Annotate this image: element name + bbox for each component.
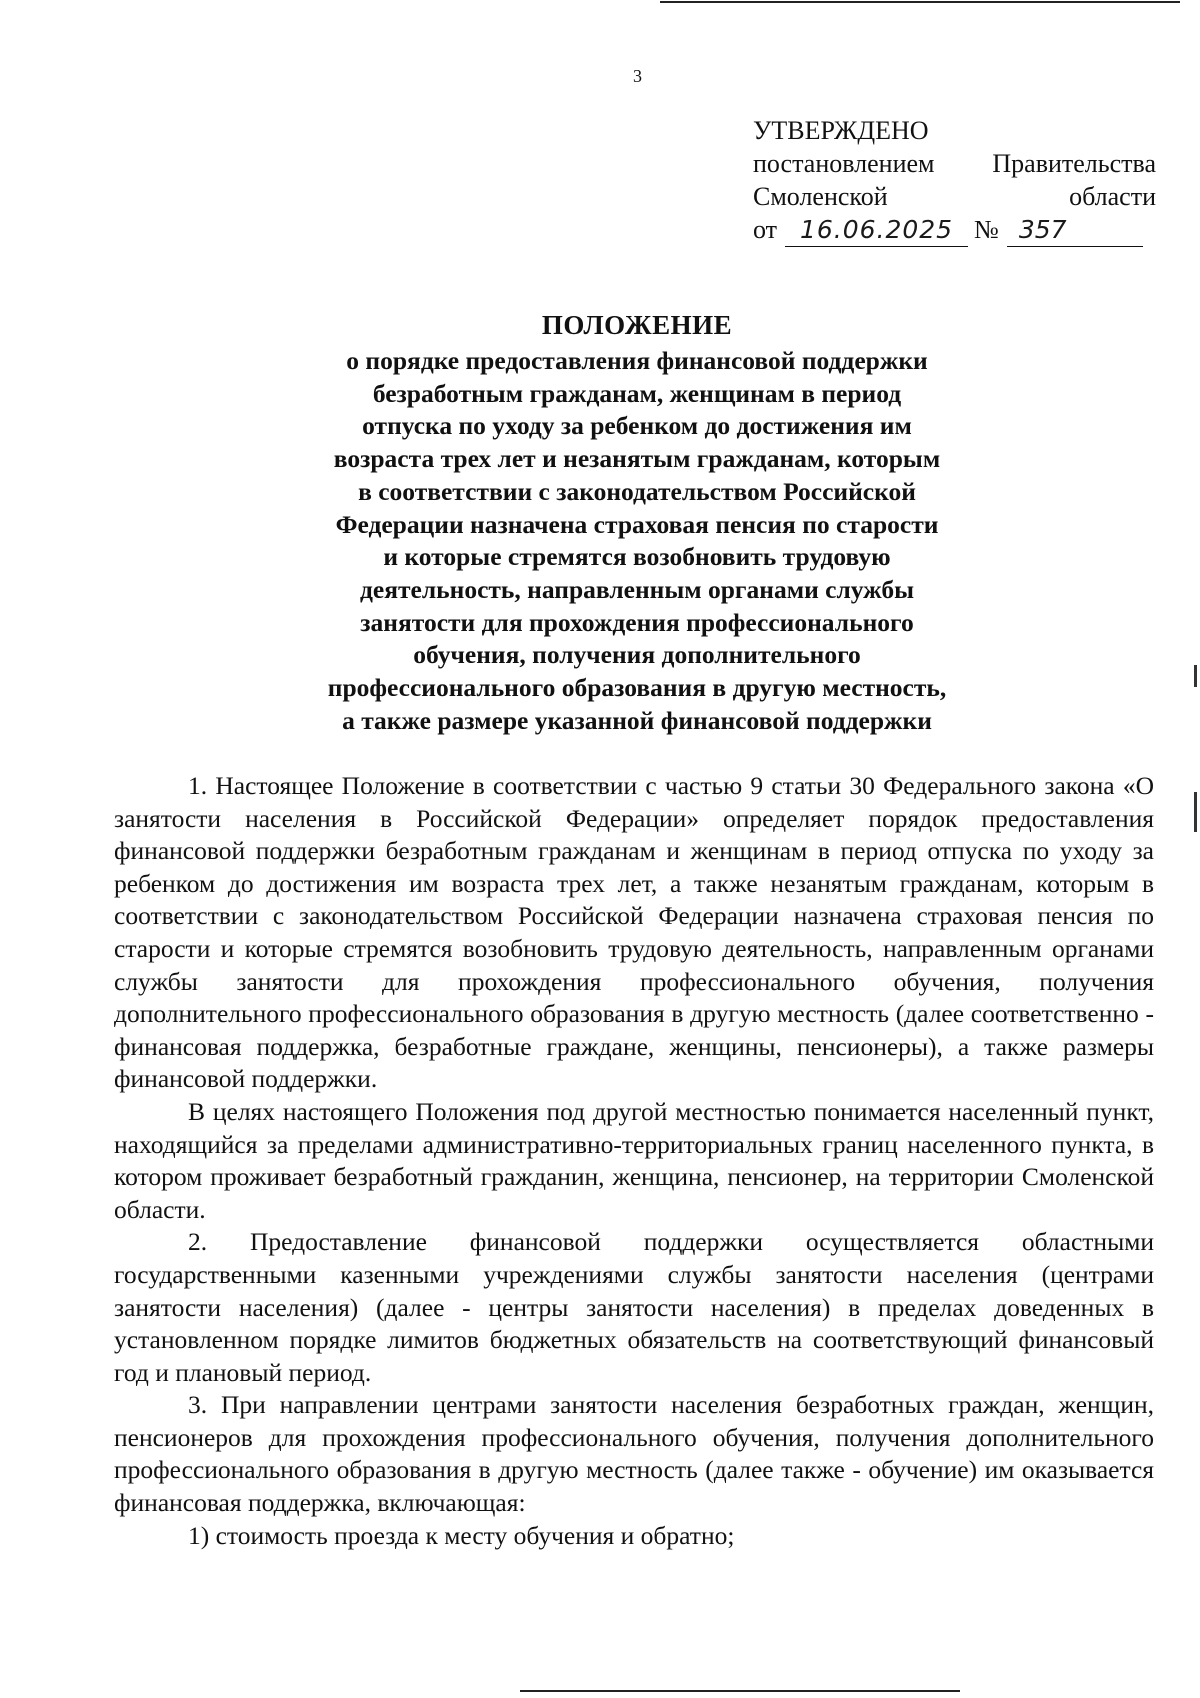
handwritten-number: 357 bbox=[1007, 213, 1143, 247]
title-heading: ПОЛОЖЕНИЕ bbox=[541, 310, 733, 340]
subtitle-line: занятости для прохождения профессионального bbox=[360, 607, 914, 637]
number-sign: № bbox=[974, 215, 999, 244]
subtitle-line: обучения, получения дополнительного bbox=[413, 640, 861, 670]
paragraph-3-item-1: 1) стоимость проезда к месту обучения и обратно; bbox=[188, 1520, 735, 1550]
handwritten-date: 16.06.2025 bbox=[785, 213, 968, 247]
paragraph-1: 1. Настоящее Положение в соответствии с частью 9 статьи 30 Федерального закона «О занятости населения в Российской Федерации» определяет порядок предоставления финансовой поддержки безработным гражданам и женщинам в период отпуска по уходу за ребенком до достижения им возраста трех лет, а также незанятым гражданам, которым в соответствии с законодательством Российской Федерации назначена страховая пенсия по старости и которые стремятся возобновить трудовую деятельность, направленным органами службы занятости для прохождения профессионального обучения, получения дополнительного профессионального образования в другую местность (далее соответственно - финансовая поддержка, безработные граждане, женщины, пенсионеры), а также размеры финансовой поддержки. bbox=[114, 771, 1154, 1094]
approval-oblast-word: области bbox=[1069, 182, 1156, 211]
subtitle-line: возраста трех лет и незанятым гражданам, которым bbox=[333, 444, 941, 474]
approval-region-word: Смоленской bbox=[753, 182, 888, 211]
subtitle-line: а также размере указанной финансовой поддержки bbox=[342, 705, 932, 735]
page-number: 3 bbox=[633, 66, 642, 86]
approval-government-word: Правительства bbox=[992, 149, 1156, 178]
approval-date-row bbox=[753, 213, 1156, 247]
approval-stamp bbox=[753, 114, 1156, 247]
scan-bottom-line bbox=[520, 1690, 960, 1692]
subtitle-line: профессионального образования в другую местность, bbox=[327, 673, 947, 703]
approval-line-region bbox=[753, 180, 1156, 213]
date-prefix: от bbox=[753, 215, 778, 244]
scan-margin-mark bbox=[1194, 792, 1197, 832]
subtitle-line: Федерации назначена страховая пенсия по старости bbox=[335, 509, 939, 539]
subtitle-line: отпуска по уходу за ребенком до достижения им bbox=[362, 411, 912, 441]
scan-top-line bbox=[660, 1, 1180, 3]
document-title bbox=[242, 305, 1032, 737]
scan-margin-mark bbox=[1194, 665, 1197, 687]
subtitle-line: деятельность, направленным органами службы bbox=[360, 574, 914, 604]
approval-line-decree bbox=[753, 147, 1156, 180]
paragraph-3: 3. При направлении центрами занятости населения безработных граждан, женщин, пенсионеров для прохождения профессионального обучения, получения дополнительного профессионального образования в другую местность (далее также - обучение) им оказывается финансовая поддержка, включающая: bbox=[114, 1390, 1154, 1518]
document-body bbox=[114, 770, 1154, 1552]
title-subtitle bbox=[242, 345, 1032, 737]
paragraph-other-locality: В целях настоящего Положения под другой местностью понимается населенный пункт, находящийся за пределами административно-территориальных границ населенного пункта, в котором проживает безработный гражданин, женщина, пенсионер, на территории Смоленской области. bbox=[114, 1096, 1154, 1224]
approval-decree-word: постановлением bbox=[753, 149, 935, 178]
approval-heading: УТВЕРЖДЕНО bbox=[753, 116, 929, 145]
subtitle-line: безработным гражданам, женщинам в период bbox=[372, 378, 902, 408]
subtitle-line: в соответствии с законодательством Российской bbox=[358, 476, 916, 506]
subtitle-line: и которые стремятся возобновить трудовую bbox=[383, 542, 891, 572]
paragraph-2: 2. Предоставление финансовой поддержки осуществляется областными государственными казенными учреждениями службы занятости населения (центрами занятости населения) (далее - центры занятости населения) в пределах доведенных в установленном порядке лимитов бюджетных обязательств на соответствующий финансовый год и плановый период. bbox=[114, 1227, 1154, 1387]
subtitle-line: о порядке предоставления финансовой поддержки bbox=[346, 346, 928, 375]
